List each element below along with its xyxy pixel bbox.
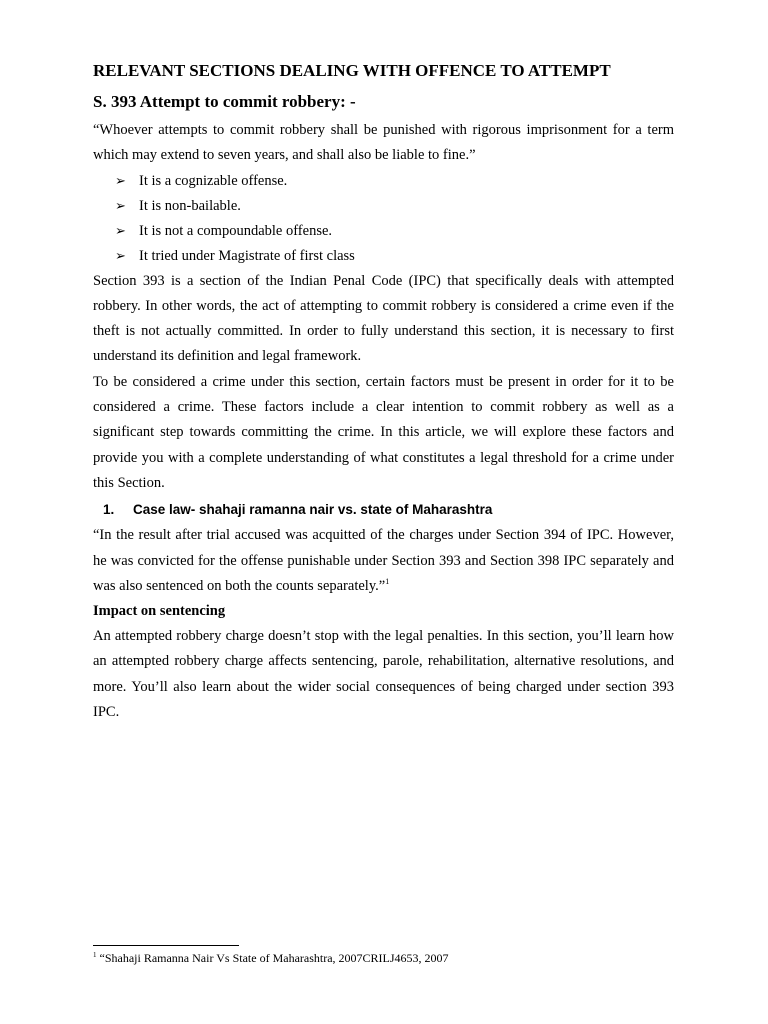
section-heading: S. 393 Attempt to commit robbery: - <box>93 92 356 111</box>
bullet-text: It is a cognizable offense. <box>139 172 288 189</box>
footnote-marker: 1 <box>93 951 97 959</box>
case-title: Case law- shahaji ramanna nair vs. state of Maharashtra <box>133 502 493 518</box>
list-item <box>115 244 674 269</box>
case-quote-text: “In the result after trial accused was acquitted of the charges under Section 394 of IPC. However, he was convicted for the offense punishable under Section 393 and Section 398 IPC separately and was also sentenced on both the counts separately.” <box>93 527 674 594</box>
arrow-bullet-icon: ➢ <box>115 223 126 239</box>
list-item <box>115 194 674 219</box>
list-item <box>115 219 674 244</box>
document-body <box>93 56 674 725</box>
arrow-bullet-icon: ➢ <box>115 173 126 189</box>
impact-paragraph: An attempted robbery charge doesn’t stop with the legal penalties. In this section, you’ll learn how an attempted robbery charge affects sentencing, parole, rehabilitation, alternative resolutions, and more. You’ll also learn about the wider social consequences of being charged under section 393 IPC. <box>93 628 674 721</box>
arrow-bullet-icon: ➢ <box>115 248 126 264</box>
list-item <box>115 169 674 194</box>
footnote-reference[interactable]: 1 <box>385 577 390 587</box>
paragraph-ipc-description: Section 393 is a section of the Indian Penal Code (IPC) that specifically deals with attempted robbery. In other words, the act of attempting to commit robbery is considered a crime even if the theft is not actually committed. In order to fully understand this section, it is necessary to first understand its definition and legal framework. <box>93 272 674 365</box>
paragraph-factors: To be considered a crime under this section, certain factors must be present in order for it to be considered a crime. These factors include a clear intention to commit robbery as well as a significant step towards committing the crime. In this article, we will explore these factors and provide you with a complete understanding of what constitutes a legal threshold for a crime under this Section. <box>93 373 674 491</box>
bullet-text: It is non-bailable. <box>139 197 241 214</box>
case-number: 1. <box>103 502 115 518</box>
case-quote <box>93 523 674 599</box>
footnote-text: “Shahaji Ramanna Nair Vs State of Maharashtra, 2007CRILJ4653, 2007 <box>99 951 449 965</box>
impact-heading: Impact on sentencing <box>93 603 226 620</box>
document-title: RELEVANT SECTIONS DEALING WITH OFFENCE TO ATTEMPT <box>93 61 611 80</box>
section-quote: “Whoever attempts to commit robbery shall be punished with rigorous imprisonment for a term which may extend to seven years, and shall also be liable to fine.” <box>93 122 674 164</box>
footnote <box>93 948 449 968</box>
bullet-text: It is not a compoundable offense. <box>139 222 333 239</box>
case-law-heading <box>103 496 674 523</box>
footnote-divider <box>93 945 239 946</box>
bullet-text: It tried under Magistrate of first class <box>139 247 355 264</box>
arrow-bullet-icon: ➢ <box>115 198 126 214</box>
bullet-list <box>93 169 674 269</box>
